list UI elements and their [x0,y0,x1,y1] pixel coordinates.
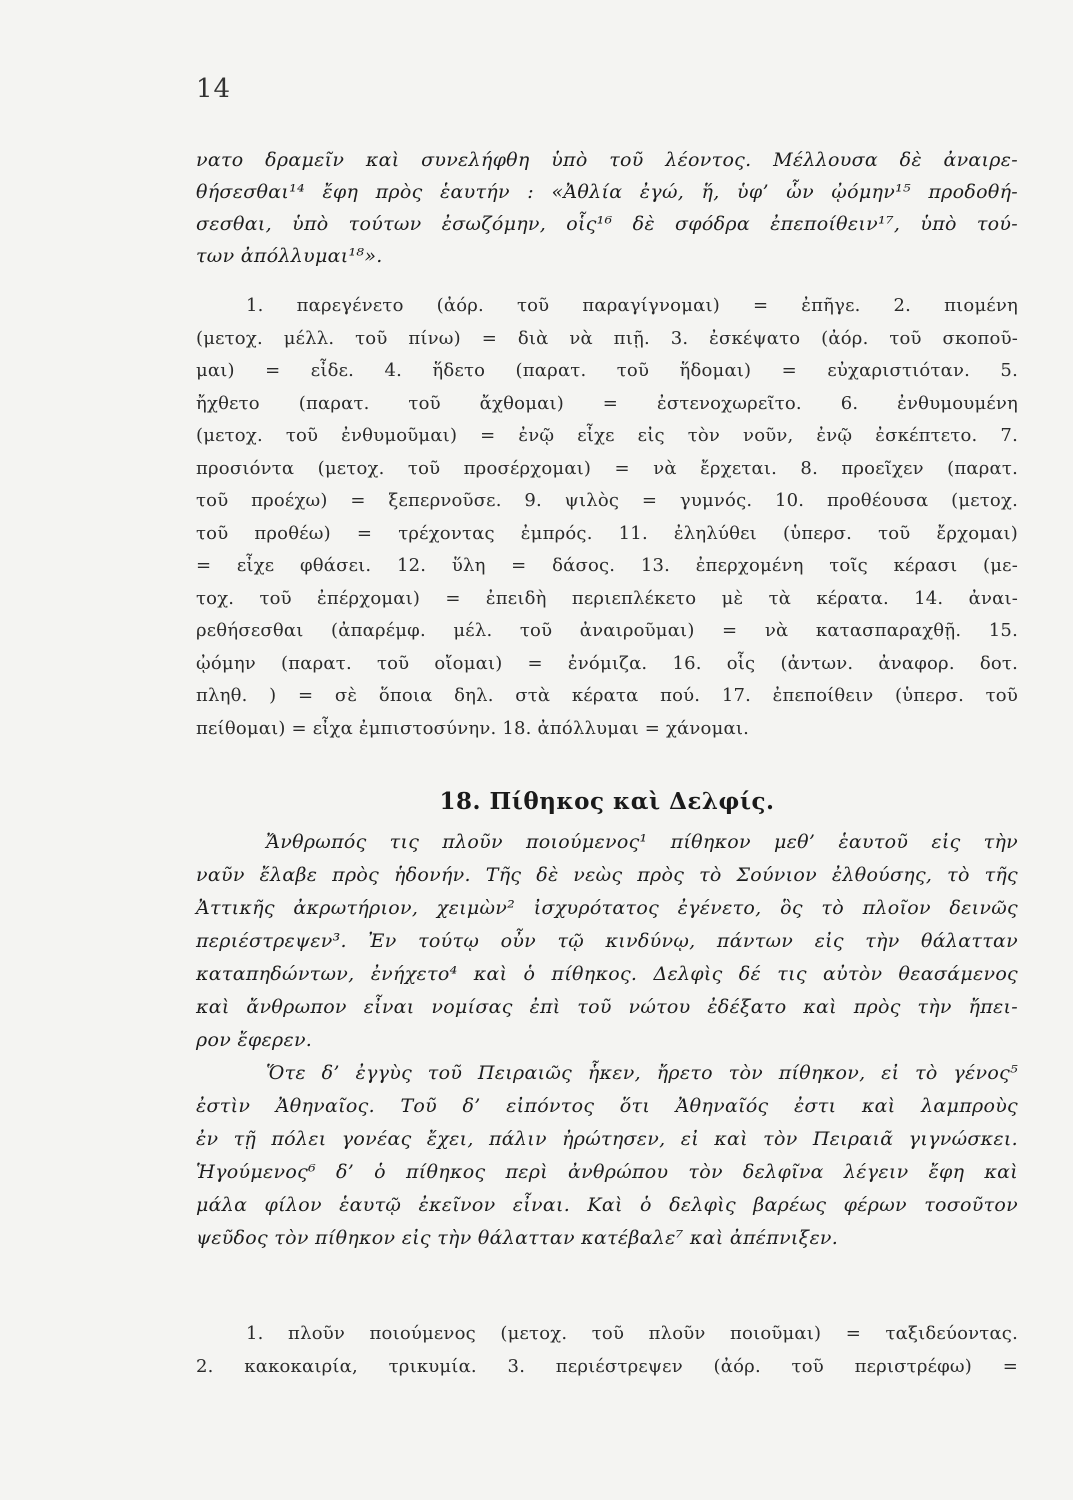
text-line: θήσεσθαι¹⁴ ἔφη πρὸς ἑαυτήν : «Ἀθλία ἐγώ, ἥ, ὑφ’ ὧν ᾠόμην¹⁵ προδοθή- [196,181,1018,203]
footnotes-section-17 [196,290,1018,745]
footnote-line: πείθομαι) = εἶχα ἐμπιστοσύνην. 18. ἀπόλλυμαι = χάνομαι. [196,717,750,739]
text-line: Ἡγούμενος⁶ δ’ ὁ πίθηκος περὶ ἀνθρώπου τὸν δελφῖνα λέγειν ἔφη καὶ [196,1161,1018,1183]
footnote-line: 1. πλοῦν ποιούμενος (μετοχ. τοῦ πλοῦν ποιοῦμαι) = ταξιδεύοντας. [246,1323,1018,1344]
footnote-line: πληθ. ) = σὲ ὅποια δηλ. στὰ κέρατα πού. 17. ἐπεποίθειν (ὑπερσ. τοῦ [196,685,1018,706]
section-title: 18. Πίθηκος καὶ Δελφίς. [439,788,775,815]
text-line: σεσθαι, ὑπὸ τούτων ἐσωζόμην, οἷς¹⁶ δὲ σφόδρα ἐπεποίθειν¹⁷, ὑπὸ τού- [196,213,1018,235]
story-paragraph [196,826,1018,1255]
footnotes-section-18 [196,1318,1018,1383]
text-line: μάλα φίλον ἑαυτῷ ἐκεῖνον εἶναι. Καὶ ὁ δελφὶς βαρέως φέρων τοσοῦτον [196,1194,1018,1216]
page-number: 14 [196,74,232,104]
footnote-line: 1. παρεγένετο (ἀόρ. τοῦ παραγίγνομαι) = ἐπῆγε. 2. πιομένη [246,295,1018,316]
footnote-line: = εἶχε φθάσει. 12. ὕλη = δάσος. 13. ἐπερχομένη τοῖς κέρασι (με- [196,555,1018,576]
footnote-line: τοῦ προέχω) = ξεπερνοῦσε. 9. ψιλὸς = γυμνός. 10. προθέουσα (μετοχ. [196,490,1018,511]
footnote-line: (μετοχ. τοῦ ἐνθυμοῦμαι) = ἐνῷ εἶχε εἰς τὸν νοῦν, ἐνῷ ἐσκέπτετο. 7. [196,425,1018,446]
text-line: ρον ἔφερεν. [196,1029,313,1051]
footnote-line: ᾠόμην (παρατ. τοῦ οἴομαι) = ἐνόμιζα. 16. οἷς (ἀντων. ἀναφορ. δοτ. [196,652,1018,674]
text-line: των ἀπόλλυμαι¹⁸». [196,245,383,267]
footnote-line: ἤχθετο (παρατ. τοῦ ἄχθομαι) = ἐστενοχωρεῖτο. 6. ἐνθυμουμένη [196,392,1018,414]
footnote-line: τοῦ προθέω) = τρέχοντας ἐμπρός. 11. ἐληλύθει (ὑπερσ. τοῦ ἔρχομαι) [196,522,1018,544]
text-line: Ἀττικῆς ἀκρωτήριον, χειμὼν² ἰσχυρότατος ἐγένετο, ὃς τὸ πλοῖον δεινῶς [196,897,1018,919]
footnote-line: μαι) = εἶδε. 4. ἥδετο (παρατ. τοῦ ἥδομαι) = εὐχαριστιόταν. 5. [196,360,1018,381]
text-line: ἐν τῇ πόλει γονέας ἔχει, πάλιν ἠρώτησεν, εἰ καὶ τὸν Πειραιᾶ γιγνώσκει. [196,1128,1018,1150]
footnote-line: (μετοχ. μέλλ. τοῦ πίνω) = διὰ νὰ πιῇ. 3. ἐσκέψατο (ἀόρ. τοῦ σκοποῦ- [196,327,1018,349]
text-line: περιέστρεψεν³. Ἐν τούτῳ οὖν τῷ κινδύνῳ, πάντων εἰς τὴν θάλατταν [196,930,1018,952]
text-line: Ὅτε δ’ ἐγγὺς τοῦ Πειραιῶς ἧκεν, ἤρετο τὸν πίθηκον, εἰ τὸ γένος⁵ [266,1062,1018,1084]
footnote-line: 2. κακοκαιρία, τρικυμία. 3. περιέστρεψεν (ἀόρ. τοῦ περιστρέφω) = [196,1355,1018,1377]
footnote-line: τοχ. τοῦ ἐπέρχομαι) = ἐπειδὴ περιεπλέκετο μὲ τὰ κέρατα. 14. ἀναι- [196,587,1018,609]
text-line: ναῦν ἔλαβε πρὸς ἡδονήν. Τῆς δὲ νεὼς πρὸς τὸ Σούνιον ἐλθούσης, τὸ τῆς [196,864,1018,886]
text-line: καταπηδώντων, ἐνήχετο⁴ καὶ ὁ πίθηκος. Δελφὶς δέ τις αὐτὸν θεασάμενος [196,963,1018,985]
text-line: νατο δραμεῖν καὶ συνελήφθη ὑπὸ τοῦ λέοντος. Μέλλουσα δὲ ἀναιρε- [196,149,1018,171]
footnote-line: προσιόντα (μετοχ. τοῦ προσέρχομαι) = νὰ ἔρχεται. 8. προεῖχεν (παρατ. [196,457,1018,479]
footnote-line: ρεθήσεσθαι (ἀπαρέμφ. μέλ. τοῦ ἀναιροῦμαι) = νὰ κατασπαραχθῇ. 15. [196,620,1018,641]
text-line: ἐστὶν Ἀθηναῖος. Τοῦ δ’ εἰπόντος ὅτι Ἀθηναῖός ἐστι καὶ λαμπροὺς [196,1095,1018,1117]
text-line: ψεῦδος τὸν πίθηκον εἰς τὴν θάλατταν κατέβαλε⁷ καὶ ἀπέπνιξεν. [196,1227,839,1249]
text-line: καὶ ἄνθρωπον εἶναι νομίσας ἐπὶ τοῦ νώτου ἐδέξατο καὶ πρὸς τὴν ἤπει- [196,996,1018,1018]
intro-paragraph [196,144,1018,272]
text-line: Ἄνθρωπός τις πλοῦν ποιούμενος¹ πίθηκον μεθ’ ἑαυτοῦ εἰς τὴν [266,831,1018,853]
